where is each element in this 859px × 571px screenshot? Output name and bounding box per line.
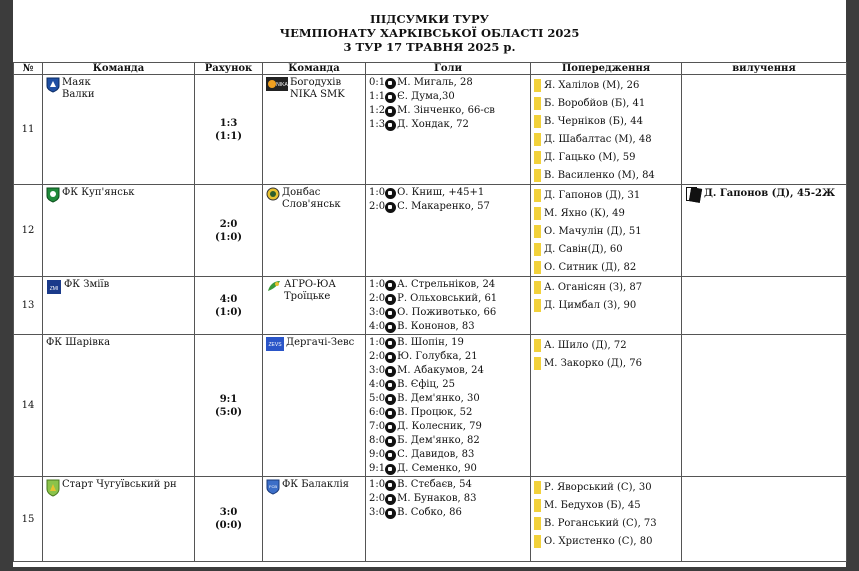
football-icon [385,408,396,419]
goal-score: 7:0 [369,421,386,432]
match-number: 11 [14,75,43,185]
score-cell [195,185,263,277]
kupiansk-crest-icon [46,187,60,207]
goal-score: 2:0 [369,493,386,504]
warnings-cell [531,75,682,185]
yellow-card-icon [534,339,541,352]
goal-score: 3:0 [369,307,386,318]
goal-entry [366,364,530,378]
goal-score: 1:0 [369,187,386,198]
agro-ua-logo-icon [266,279,282,297]
football-icon [385,322,396,333]
score-cell [195,277,263,335]
match-row [14,335,847,477]
col-header-home-team: Команда [43,63,195,75]
football-icon [385,394,396,405]
warning-entry [531,478,681,496]
goal-scorer: О. Поживотько, 66 [397,307,497,318]
goal-score: 1:2 [369,105,386,116]
goal-score: 6:0 [369,407,386,418]
football-icon [385,202,396,213]
warned-player: В. Черніков (Б), 44 [544,115,643,127]
sendoff-entry [682,185,846,201]
warning-entry [531,532,681,550]
home-team [43,477,194,503]
match-number: 14 [14,335,43,477]
football-icon [385,120,396,131]
match-number: 15 [14,477,43,562]
goal-scorer: О. Книш, +45+1 [397,187,485,198]
goal-entry [366,492,530,506]
goal-entry [366,336,530,350]
away-team [263,335,365,357]
col-header-warnings: Попередження [531,63,682,75]
warned-player: Д. Савін(Д), 60 [544,243,623,255]
goal-entry [366,434,530,448]
goal-entry [366,118,530,132]
away-team [263,477,365,501]
warnings-cell [531,477,682,562]
sendoffs-cell [682,185,847,277]
goal-entry [366,320,530,334]
football-icon [385,480,396,491]
warned-player: Б. Воробйов (Б), 41 [544,97,646,109]
home-team [43,185,194,209]
goal-score: 1:3 [369,119,386,130]
balakliia-crest-icon [266,479,280,499]
col-header-no: № [14,63,43,75]
warnings-cell [531,335,682,477]
team-name: Богодухів NIKA SMK [290,77,345,100]
match-number: 12 [14,185,43,277]
title-line-1: ПІДСУМКИ ТУРУ [370,12,489,26]
warning-entry [531,336,681,354]
goal-scorer: Д. Семенко, 90 [397,463,477,474]
warning-entry [531,222,681,240]
goal-entry [366,186,530,200]
half-time-score: (1:0) [214,231,243,243]
warned-player: А. Шило (Д), 72 [544,339,627,351]
goal-score: 1:0 [369,479,386,490]
nika-smk-logo-icon [266,77,288,95]
goal-entry [366,200,530,214]
match-number: 13 [14,277,43,335]
team-name: АГРО-ЮА Троїцьке [284,279,337,302]
warned-player: Д. Цимбал (З), 90 [544,299,637,311]
warnings-cell [531,185,682,277]
donbas-crest-icon [266,187,280,205]
football-icon [385,338,396,349]
goal-score: 4:0 [369,379,386,390]
warned-player: М. Яхно (К), 49 [544,207,625,219]
col-header-sendoffs: вилучення [682,63,847,75]
goal-scorer: М. Бунаков, 83 [397,493,477,504]
final-score: 3:0 [219,507,238,518]
half-time-score: (5:0) [214,406,243,418]
warned-player: В. Василенко (М), 84 [544,169,655,181]
yellow-card-icon [534,481,541,494]
goal-scorer: В. Стєбаєв, 54 [397,479,472,490]
team-name: ФК Куп'янськ [62,187,135,198]
football-icon [385,280,396,291]
sendoffs-cell [682,477,847,562]
team-name: Маяк Валки [62,77,95,100]
warning-entry [531,514,681,532]
football-icon [385,106,396,117]
yellow-card-icon [534,133,541,146]
yellow-card-icon [534,357,541,370]
football-icon [385,294,396,305]
team-name: Старт Чугуївський рн [62,479,177,490]
svg-text:ZMI: ZMI [49,286,59,292]
goal-entry [366,462,530,476]
goal-entry [366,478,530,492]
col-header-goals: Голи [366,63,531,75]
goal-scorer: В. Єфіц, 25 [397,379,455,390]
home-team-cell [43,75,195,185]
document-page [13,0,846,567]
goals-cell [366,335,531,477]
half-time-score: (0:0) [214,520,243,531]
goal-scorer: М. Зінченко, 66-св [397,105,495,116]
football-icon [385,352,396,363]
half-time-score: (1:0) [214,306,243,318]
goals-cell [366,75,531,185]
goal-entry [366,278,530,292]
goal-score: 9:1 [369,463,386,474]
goal-entry [366,392,530,406]
goal-entry [366,420,530,434]
goal-scorer: С. Давидов, 83 [397,449,475,460]
yellow-card-icon [534,243,541,256]
away-team-cell [263,75,366,185]
team-name: Дергачі-Зевс [286,337,355,348]
goal-scorer: Б. Дем'янко, 82 [397,435,480,446]
away-team-cell [263,185,366,277]
score-cell [195,75,263,185]
football-icon [385,508,396,519]
goal-score: 8:0 [369,435,386,446]
home-team-cell [43,335,195,477]
match-row [14,477,847,562]
yellow-card-icon [534,97,541,110]
mayak-crest-icon [46,77,60,97]
goals-cell [366,185,531,277]
goal-score: 9:0 [369,449,386,460]
away-team [263,185,365,213]
yellow-card-icon [534,169,541,182]
goal-score: 1:0 [369,337,386,348]
warning-entry [531,258,681,276]
home-team [43,335,194,351]
goal-entry [366,104,530,118]
goal-scorer: В. Шопін, 19 [397,337,464,348]
goal-score: 1:1 [369,91,386,102]
warned-player: В. Роганський (С), 73 [544,517,657,529]
warning-entry [531,278,681,296]
goal-scorer: С. Макаренко, 57 [397,201,490,212]
yellow-card-icon [534,261,541,274]
warned-player: Д. Гацько (М), 59 [544,151,636,163]
warned-player: А. Оганісян (З), 87 [544,281,643,293]
goal-entry [366,406,530,420]
warned-player: Д. Шабалтас (М), 48 [544,133,652,145]
football-icon [385,308,396,319]
warning-entry [531,166,681,184]
football-icon [385,422,396,433]
match-row [14,277,847,335]
warned-player: О. Ситник (Д), 82 [544,261,637,273]
warned-player: Д. Гапонов (Д), 31 [544,189,641,201]
goal-entry [366,292,530,306]
away-team-cell [263,277,366,335]
goal-score: 1:0 [369,279,386,290]
title-line-3: 3 ТУР 17 ТРАВНЯ 2025 р. [343,40,516,54]
goal-entry [366,306,530,320]
football-icon [385,188,396,199]
team-name: ФК Зміїв [64,279,110,290]
warned-player: Я. Халілов (М), 26 [544,79,640,91]
svg-text:FCB: FCB [269,484,277,489]
goal-scorer: М. Абакумов, 24 [397,365,484,376]
warned-player: М. Бедухов (Б), 45 [544,499,641,511]
warning-entry [531,76,681,94]
table-header-row [14,63,847,75]
yellow-card-icon [534,281,541,294]
final-score: 2:0 [219,218,238,230]
goals-cell [366,277,531,335]
away-team-cell [263,335,366,477]
goal-entry [366,350,530,364]
warning-entry [531,296,681,314]
goal-score: 2:0 [369,201,386,212]
warning-entry [531,94,681,112]
goal-score: 2:0 [369,293,386,304]
team-name: ФК Шарівка [46,337,111,348]
goal-scorer: Р. Ольховський, 61 [397,293,498,304]
warning-entry [531,186,681,204]
goal-entry [366,90,530,104]
yellow-card-icon [534,207,541,220]
warning-entry [531,148,681,166]
yellow-card-icon [534,189,541,202]
warned-player: О. Христенко (С), 80 [544,535,653,547]
goal-scorer: Ю. Голубка, 21 [397,351,478,362]
svg-text:ZEVS: ZEVS [268,342,282,348]
goal-scorer: Є. Дума,30 [397,91,455,102]
yellow-card-icon [534,517,541,530]
zmiiv-crest-icon [46,279,62,299]
away-team-cell [263,477,366,562]
away-team [263,277,365,305]
goal-entry [366,506,530,520]
second-yellow-card-icon [686,187,700,199]
yellow-card-icon [534,79,541,92]
title-line-2: ЧЕМПІОНАТУ ХАРКІВСЬКОЇ ОБЛАСТІ 2025 [279,26,580,40]
goal-scorer: В. Кононов, 83 [397,321,475,332]
goal-entry [366,448,530,462]
final-score: 1:3 [219,117,238,129]
warned-player: М. Закорко (Д), 76 [544,357,642,369]
match-row [14,75,847,185]
score-cell [195,477,263,562]
goal-score: 0:1 [369,77,386,88]
yellow-card-icon [534,535,541,548]
home-team-cell [43,185,195,277]
warned-player: О. Мачулін (Д), 51 [544,225,642,237]
goal-scorer: В. Дем'янко, 30 [397,393,480,404]
home-team [43,277,194,301]
warning-entry [531,240,681,258]
dergachi-zevs-logo-icon [266,337,284,355]
away-team [263,75,365,103]
team-name: ФК Балаклія [282,479,349,490]
match-row [14,185,847,277]
goal-scorer: Д. Хондак, 72 [397,119,469,130]
goal-score: 5:0 [369,393,386,404]
half-time-score: (1:1) [214,130,243,142]
goal-score: 2:0 [369,351,386,362]
football-icon [385,464,396,475]
goal-entry [366,378,530,392]
goal-scorer: А. Стрельніков, 24 [397,279,496,290]
col-header-away-team: Команда [263,63,366,75]
results-table [13,62,847,562]
football-icon [385,366,396,377]
warnings-cell [531,277,682,335]
team-name: Донбас Слов'янськ [282,187,341,210]
warning-entry [531,112,681,130]
goal-score: 4:0 [369,321,386,332]
goal-entry [366,76,530,90]
yellow-card-icon [534,299,541,312]
svg-text:NIKA: NIKA [276,82,288,88]
col-header-score: Рахунок [195,63,263,75]
yellow-card-icon [534,225,541,238]
final-score: 9:1 [219,393,238,405]
warning-entry [531,130,681,148]
sendoffs-cell [682,75,847,185]
sent-off-player: Д. Гапонов (Д), 45-2Ж [704,187,836,199]
warning-entry [531,354,681,372]
home-team-cell [43,277,195,335]
warning-entry [531,204,681,222]
goals-cell [366,477,531,562]
football-icon [385,92,396,103]
warned-player: Р. Яворський (С), 30 [544,481,652,493]
sendoffs-cell [682,335,847,477]
home-team-cell [43,477,195,562]
score-cell [195,335,263,477]
goal-score: 3:0 [369,365,386,376]
goal-scorer: Д. Колесник, 79 [397,421,482,432]
goal-scorer: М. Мигаль, 28 [397,77,473,88]
final-score: 4:0 [219,293,238,305]
yellow-card-icon [534,499,541,512]
football-icon [385,436,396,447]
goal-scorer: В. Процюк, 52 [397,407,473,418]
home-team [43,75,194,103]
yellow-card-icon [534,151,541,164]
goal-scorer: В. Собко, 86 [397,507,462,518]
sendoffs-cell [682,277,847,335]
goal-score: 3:0 [369,507,386,518]
yellow-card-icon [534,115,541,128]
football-icon [385,450,396,461]
football-icon [385,78,396,89]
start-crest-icon [46,479,60,501]
football-icon [385,380,396,391]
warning-entry [531,496,681,514]
football-icon [385,494,396,505]
